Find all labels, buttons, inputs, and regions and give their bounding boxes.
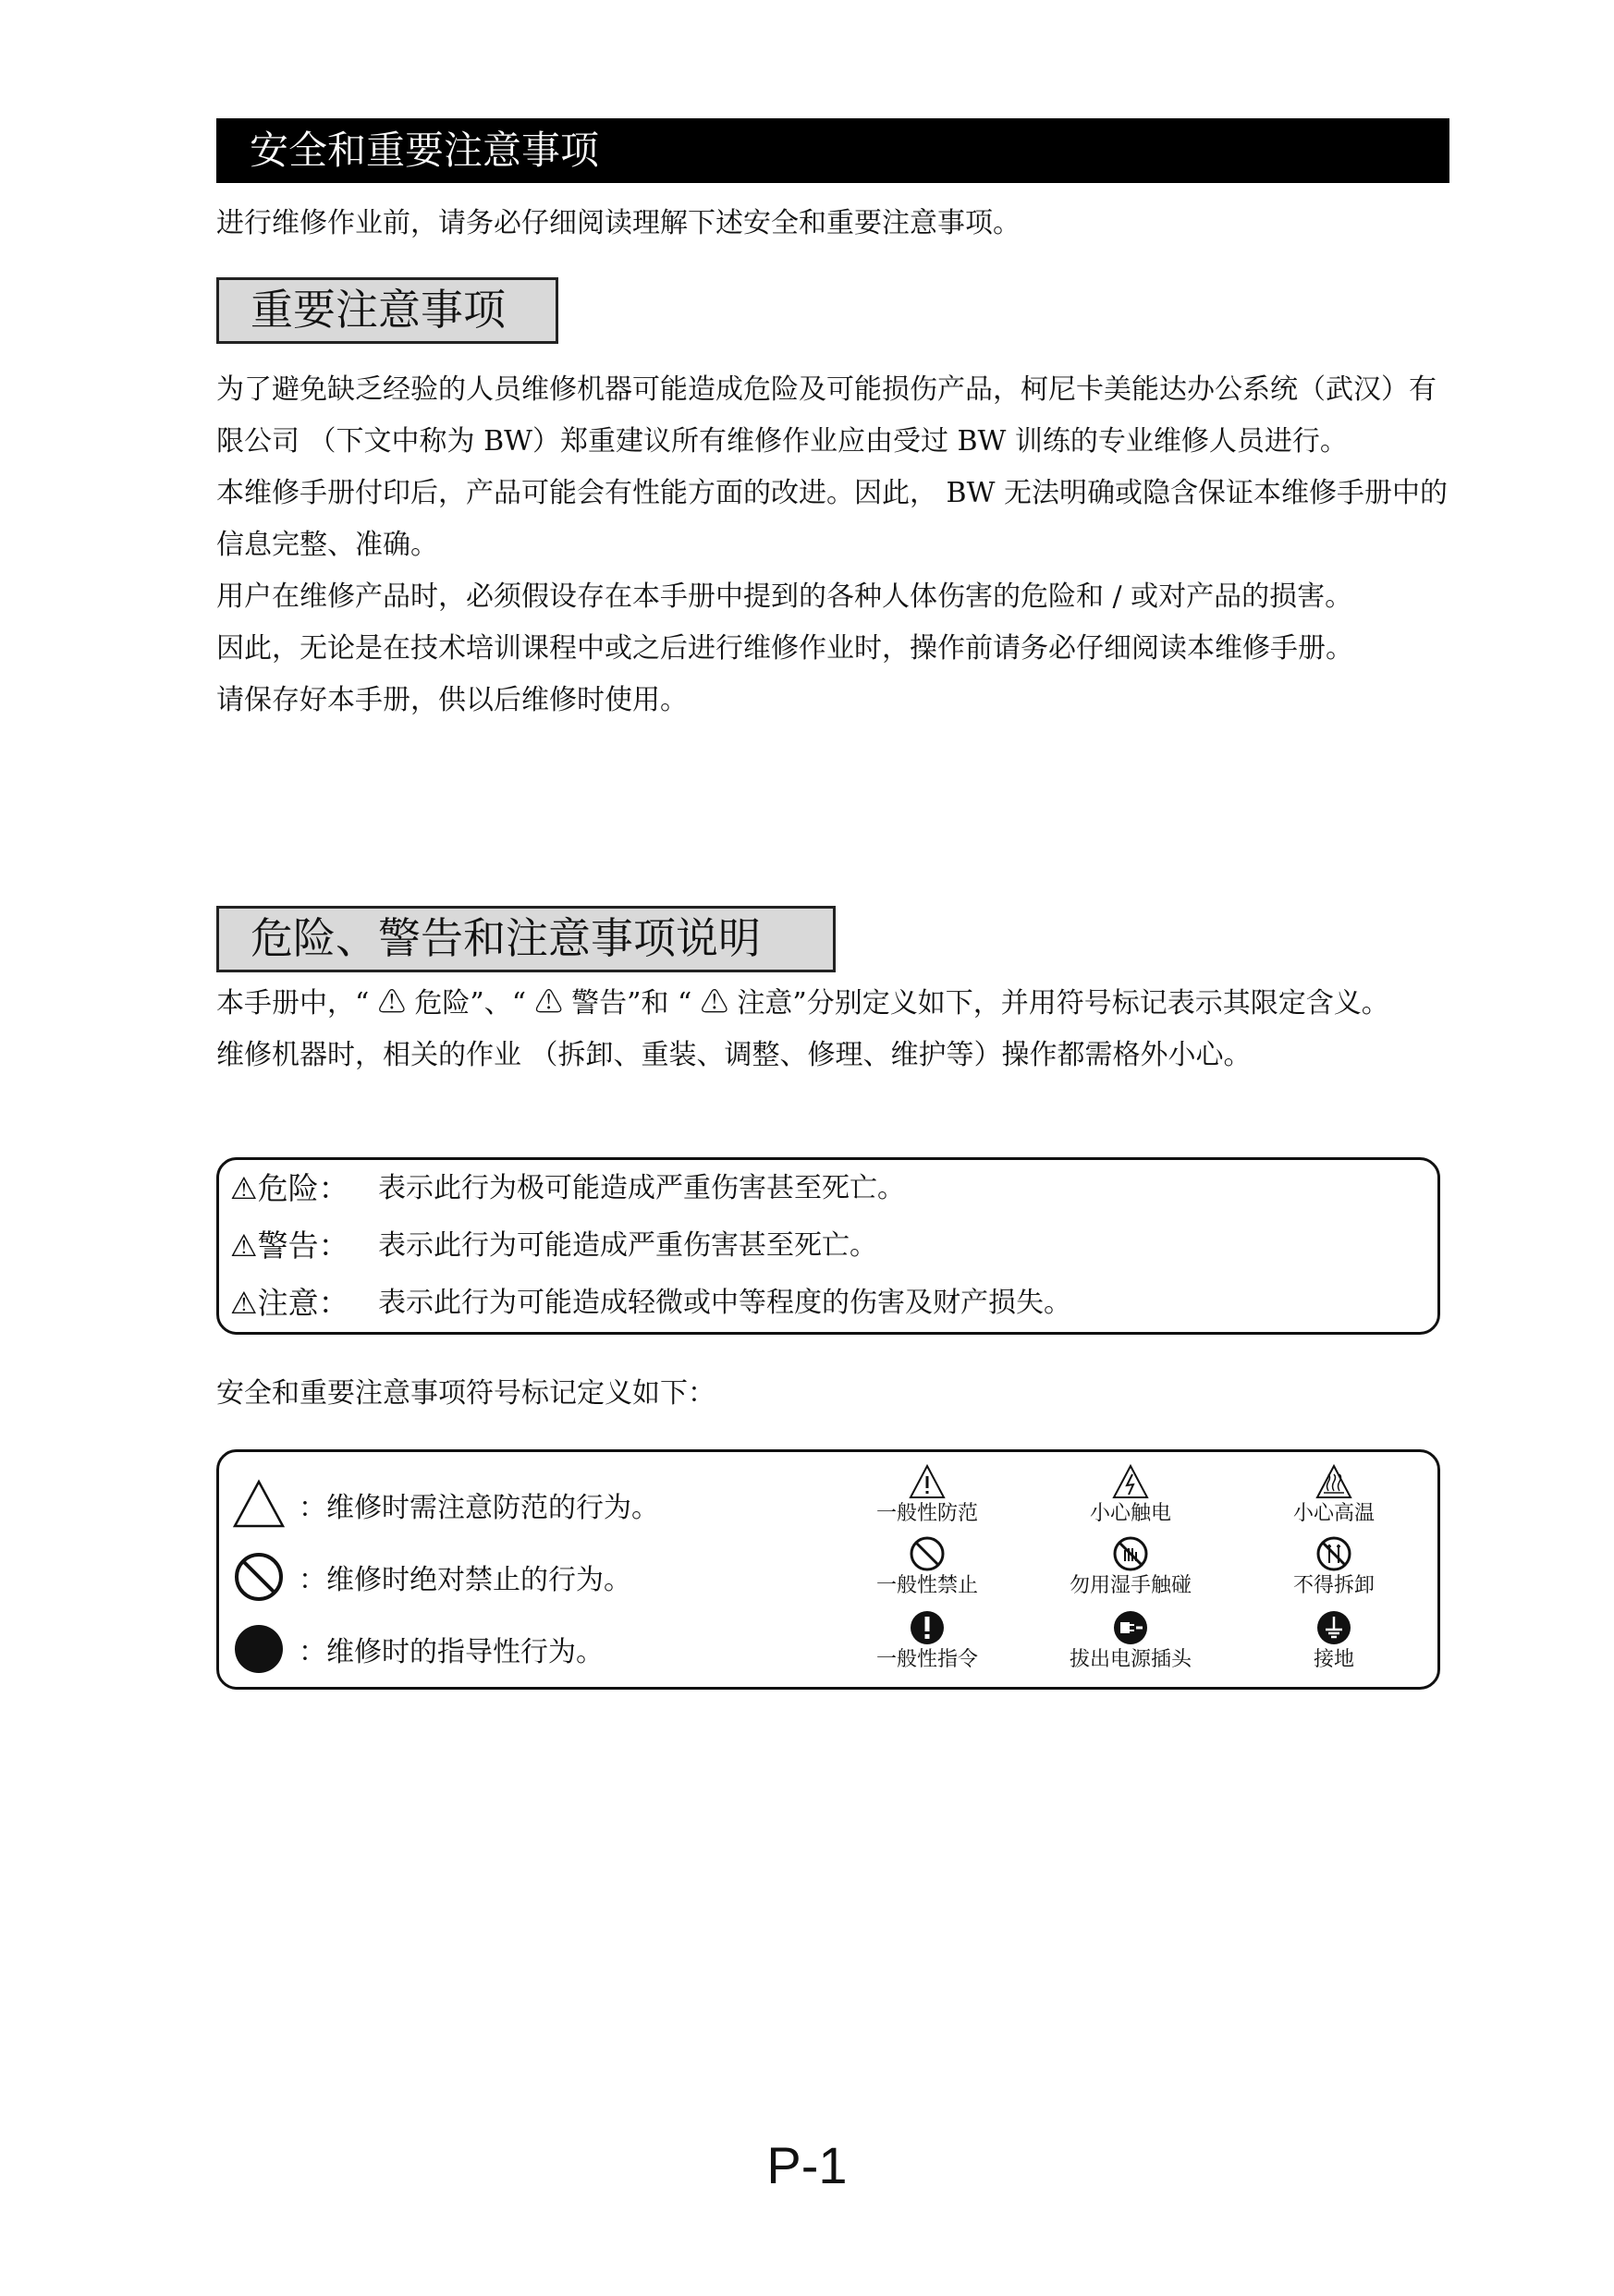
page-number: P-1 — [766, 2136, 848, 2194]
no-disassembly-icon — [1315, 1535, 1352, 1572]
example-electric-shock — [1038, 1463, 1223, 1528]
example-label: 一般性防范 — [875, 1502, 978, 1525]
electric-shock-icon — [1111, 1463, 1150, 1500]
high-temperature-icon — [1314, 1463, 1353, 1500]
filled-circle-icon — [232, 1622, 286, 1676]
example-label: 不得拆卸 — [1292, 1574, 1375, 1597]
definition-danger — [219, 1160, 1437, 1217]
example-label: 接地 — [1313, 1648, 1354, 1671]
symbol-kinds — [232, 1469, 659, 1685]
symbols-box — [216, 1449, 1440, 1690]
section-important-body — [216, 364, 1455, 727]
symbol-kind-caution — [232, 1469, 659, 1541]
example-high-temperature — [1241, 1463, 1426, 1528]
example-general-caution — [835, 1463, 1020, 1528]
section-warnings-body — [216, 978, 1455, 1081]
symbols-intro — [216, 1368, 1455, 1420]
example-label: 拔出电源插头 — [1069, 1648, 1192, 1671]
example-no-wet-hands — [1038, 1535, 1223, 1600]
paragraph: 本维修手册付印后，产品可能会有性能方面的改进。因此， BW 无法明确或隐含保证本维修手册中的信息完整、准确。 — [216, 477, 1448, 561]
definition-caution — [219, 1275, 1437, 1332]
definition-text: 表示此行为可能造成轻微或中等程度的伤害及财产损失。 — [378, 1287, 1071, 1319]
example-general-prohibition — [835, 1535, 1020, 1600]
symbol-kind-text: ：维修时需注意防范的行为。 — [299, 1492, 659, 1524]
paragraph: 维修机器时，相关的作业 （拆卸、重装、调整、修理、维护等）操作都需格外小心。 — [216, 1039, 1252, 1071]
prohibition-icon — [232, 1550, 286, 1604]
example-no-disassembly — [1241, 1535, 1426, 1600]
definition-text: 表示此行为极可能造成严重伤害甚至死亡。 — [378, 1172, 905, 1204]
example-label: 小心高温 — [1292, 1502, 1375, 1525]
paragraph: 为了避免缺乏经验的人员维修机器可能造成危险及可能损伤产品，柯尼卡美能达办公系统（武汉）有限公司 （下文中称为 BW）郑重建议所有维修作业应由受过 BW 训练的专业维修人员进行。 — [216, 373, 1437, 458]
intro-text — [216, 198, 1455, 250]
definition-label: ⚠警告： — [230, 1227, 349, 1264]
paragraph: 安全和重要注意事项符号标记定义如下： — [216, 1377, 715, 1410]
example-label: 小心触电 — [1089, 1502, 1171, 1525]
definition-label: ⚠注意： — [230, 1285, 349, 1321]
general-prohibition-icon — [909, 1535, 946, 1572]
unplug-icon — [1112, 1609, 1149, 1646]
symbol-kind-instruction — [232, 1613, 659, 1685]
paragraph: 本手册中，“ ⚠ 危险”、“ ⚠ 警告”和 “ ⚠ 注意”分别定义如下，并用符号标记表示其限定含义。 — [216, 987, 1389, 1020]
section-title-important: 重要注意事项 — [216, 277, 558, 344]
example-label: 一般性禁止 — [875, 1574, 978, 1597]
definition-label: ⚠危险： — [230, 1170, 349, 1206]
example-general-instruction — [835, 1609, 1020, 1674]
symbol-kind-text: ：维修时绝对禁止的行为。 — [299, 1564, 631, 1596]
example-ground — [1241, 1609, 1426, 1674]
definition-warning — [219, 1217, 1437, 1275]
definitions-box — [216, 1157, 1440, 1335]
paragraph: 因此，无论是在技术培训课程中或之后进行维修作业时，操作前请务必仔细阅读本维修手册。 — [216, 632, 1353, 665]
definition-text: 表示此行为可能造成严重伤害甚至死亡。 — [378, 1229, 877, 1262]
general-instruction-icon — [909, 1609, 946, 1646]
paragraph: 用户在维修产品时，必须假设存在本手册中提到的各种人体伤害的危险和 / 或对产品的损害。 — [216, 580, 1353, 613]
symbol-kind-text: ：维修时的指导性行为。 — [299, 1636, 604, 1668]
intro-paragraph: 进行维修作业前，请务必仔细阅读理解下述安全和重要注意事项。 — [216, 207, 1021, 239]
general-caution-icon — [908, 1463, 947, 1500]
no-wet-hands-icon — [1112, 1535, 1149, 1572]
symbol-kind-prohibition — [232, 1541, 659, 1613]
paragraph: 请保存好本手册，供以后维修时使用。 — [216, 684, 688, 716]
example-label: 勿用湿手触碰 — [1069, 1574, 1192, 1597]
page-title: 安全和重要注意事项 — [216, 118, 1449, 183]
section-title-warnings: 危险、警告和注意事项说明 — [216, 906, 836, 972]
example-label: 一般性指令 — [875, 1648, 978, 1671]
ground-icon — [1315, 1609, 1352, 1646]
example-unplug — [1038, 1609, 1223, 1674]
triangle-icon — [232, 1478, 286, 1532]
